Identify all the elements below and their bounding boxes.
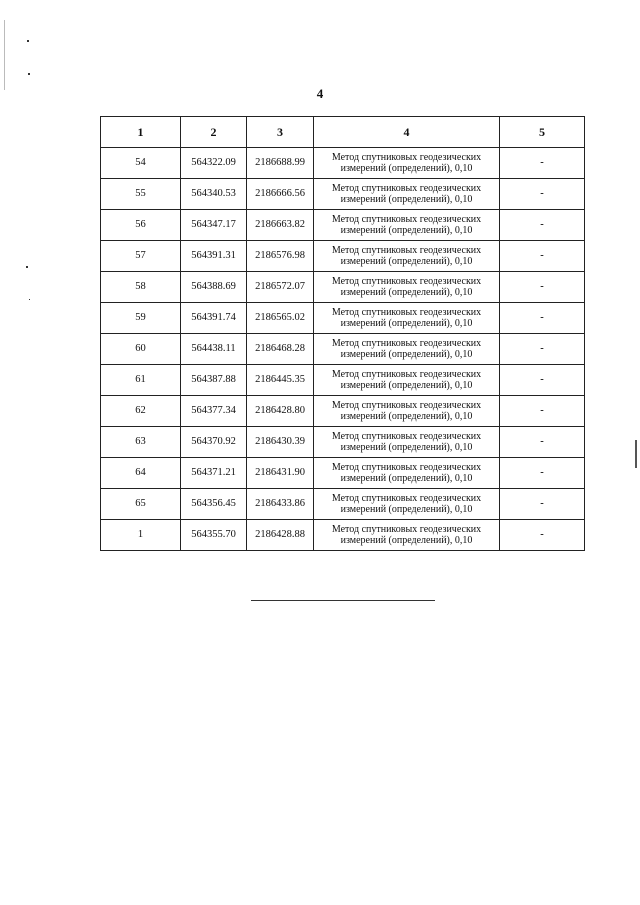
end-rule <box>251 600 435 601</box>
table-row <box>101 520 585 551</box>
note-cell: - <box>500 272 585 303</box>
x-coordinate-cell: 564370.92 <box>181 427 247 458</box>
table-row <box>101 210 585 241</box>
x-coordinate-cell: 564387.88 <box>181 365 247 396</box>
method-text-line: измерений (определений), 0,10 <box>340 473 473 484</box>
method-cell <box>314 520 500 551</box>
column-header-3: 3 <box>247 117 314 148</box>
coordinates-table <box>100 116 585 551</box>
point-number-cell: 55 <box>101 179 181 210</box>
method-text-line: измерений (определений), 0,10 <box>340 535 473 546</box>
method-text-line: измерений (определений), 0,10 <box>340 318 473 329</box>
scan-edge-mark <box>635 440 637 468</box>
column-header-2: 2 <box>181 117 247 148</box>
y-coordinate-cell: 2186576.98 <box>247 241 314 272</box>
method-cell <box>314 210 500 241</box>
y-coordinate-cell: 2186433.86 <box>247 489 314 520</box>
note-cell: - <box>500 241 585 272</box>
table-row <box>101 148 585 179</box>
scan-edge-mark <box>4 20 5 90</box>
note-cell: - <box>500 396 585 427</box>
point-number-cell: 64 <box>101 458 181 489</box>
method-text-line: Метод спутниковых геодезических <box>331 461 482 473</box>
point-number-cell: 65 <box>101 489 181 520</box>
table-row <box>101 303 585 334</box>
method-cell <box>314 489 500 520</box>
page-number: 4 <box>316 86 324 101</box>
y-coordinate-cell: 2186428.88 <box>247 520 314 551</box>
method-cell <box>314 365 500 396</box>
table-body <box>101 148 585 551</box>
method-text-line: измерений (определений), 0,10 <box>340 349 473 360</box>
method-cell <box>314 427 500 458</box>
point-number-cell: 62 <box>101 396 181 427</box>
point-number-cell: 57 <box>101 241 181 272</box>
note-cell: - <box>500 520 585 551</box>
x-coordinate-cell: 564347.17 <box>181 210 247 241</box>
method-text-line: измерений (определений), 0,10 <box>340 504 473 515</box>
point-number-cell: 54 <box>101 148 181 179</box>
note-cell: - <box>500 365 585 396</box>
method-text-line: Метод спутниковых геодезических <box>331 213 482 225</box>
y-coordinate-cell: 2186565.02 <box>247 303 314 334</box>
y-coordinate-cell: 2186666.56 <box>247 179 314 210</box>
note-cell: - <box>500 148 585 179</box>
table-row <box>101 272 585 303</box>
point-number-cell: 59 <box>101 303 181 334</box>
note-cell: - <box>500 458 585 489</box>
point-number-cell: 58 <box>101 272 181 303</box>
method-text-line: Метод спутниковых геодезических <box>331 275 482 287</box>
method-text-line: Метод спутниковых геодезических <box>331 244 482 256</box>
table-row <box>101 489 585 520</box>
method-text-line: измерений (определений), 0,10 <box>340 411 473 422</box>
method-cell <box>314 303 500 334</box>
y-coordinate-cell: 2186572.07 <box>247 272 314 303</box>
x-coordinate-cell: 564391.74 <box>181 303 247 334</box>
scan-speck <box>28 73 30 75</box>
method-text-line: измерений (определений), 0,10 <box>340 442 473 453</box>
table-header-row <box>101 117 585 148</box>
y-coordinate-cell: 2186663.82 <box>247 210 314 241</box>
x-coordinate-cell: 564340.53 <box>181 179 247 210</box>
scan-speck <box>26 266 28 268</box>
x-coordinate-cell: 564388.69 <box>181 272 247 303</box>
note-cell: - <box>500 303 585 334</box>
method-text-line: Метод спутниковых геодезических <box>331 399 482 411</box>
table-row <box>101 179 585 210</box>
column-header-1: 1 <box>101 117 181 148</box>
method-text-line: Метод спутниковых геодезических <box>331 337 482 349</box>
x-coordinate-cell: 564438.11 <box>181 334 247 365</box>
y-coordinate-cell: 2186445.35 <box>247 365 314 396</box>
method-cell <box>314 241 500 272</box>
method-text-line: Метод спутниковых геодезических <box>331 182 482 194</box>
method-cell <box>314 396 500 427</box>
table-row <box>101 365 585 396</box>
point-number-cell: 60 <box>101 334 181 365</box>
x-coordinate-cell: 564355.70 <box>181 520 247 551</box>
method-text-line: измерений (определений), 0,10 <box>340 287 473 298</box>
scan-speck <box>29 299 30 300</box>
scan-speck <box>27 40 29 42</box>
y-coordinate-cell: 2186468.28 <box>247 334 314 365</box>
method-text-line: измерений (определений), 0,10 <box>340 256 473 267</box>
method-text-line: измерений (определений), 0,10 <box>340 225 473 236</box>
note-cell: - <box>500 179 585 210</box>
column-header-5: 5 <box>500 117 585 148</box>
y-coordinate-cell: 2186431.90 <box>247 458 314 489</box>
point-number-cell: 61 <box>101 365 181 396</box>
x-coordinate-cell: 564391.31 <box>181 241 247 272</box>
note-cell: - <box>500 427 585 458</box>
x-coordinate-cell: 564356.45 <box>181 489 247 520</box>
point-number-cell: 63 <box>101 427 181 458</box>
method-text-line: Метод спутниковых геодезических <box>331 523 482 535</box>
note-cell: - <box>500 210 585 241</box>
note-cell: - <box>500 489 585 520</box>
y-coordinate-cell: 2186428.80 <box>247 396 314 427</box>
table-row <box>101 396 585 427</box>
table-row <box>101 334 585 365</box>
x-coordinate-cell: 564322.09 <box>181 148 247 179</box>
method-text-line: Метод спутниковых геодезических <box>331 430 482 442</box>
method-text-line: измерений (определений), 0,10 <box>340 163 473 174</box>
method-cell <box>314 179 500 210</box>
method-cell <box>314 272 500 303</box>
method-cell <box>314 458 500 489</box>
column-header-4: 4 <box>314 117 500 148</box>
method-text-line: измерений (определений), 0,10 <box>340 194 473 205</box>
method-text-line: Метод спутниковых геодезических <box>331 492 482 504</box>
table-row <box>101 427 585 458</box>
method-text-line: измерений (определений), 0,10 <box>340 380 473 391</box>
method-cell <box>314 334 500 365</box>
note-cell: - <box>500 334 585 365</box>
table-row <box>101 458 585 489</box>
y-coordinate-cell: 2186688.99 <box>247 148 314 179</box>
method-text-line: Метод спутниковых геодезических <box>331 368 482 380</box>
point-number-cell: 1 <box>101 520 181 551</box>
method-cell <box>314 148 500 179</box>
method-text-line: Метод спутниковых геодезических <box>331 306 482 318</box>
method-text-line: Метод спутниковых геодезических <box>331 151 482 163</box>
table-row <box>101 241 585 272</box>
x-coordinate-cell: 564371.21 <box>181 458 247 489</box>
x-coordinate-cell: 564377.34 <box>181 396 247 427</box>
y-coordinate-cell: 2186430.39 <box>247 427 314 458</box>
point-number-cell: 56 <box>101 210 181 241</box>
